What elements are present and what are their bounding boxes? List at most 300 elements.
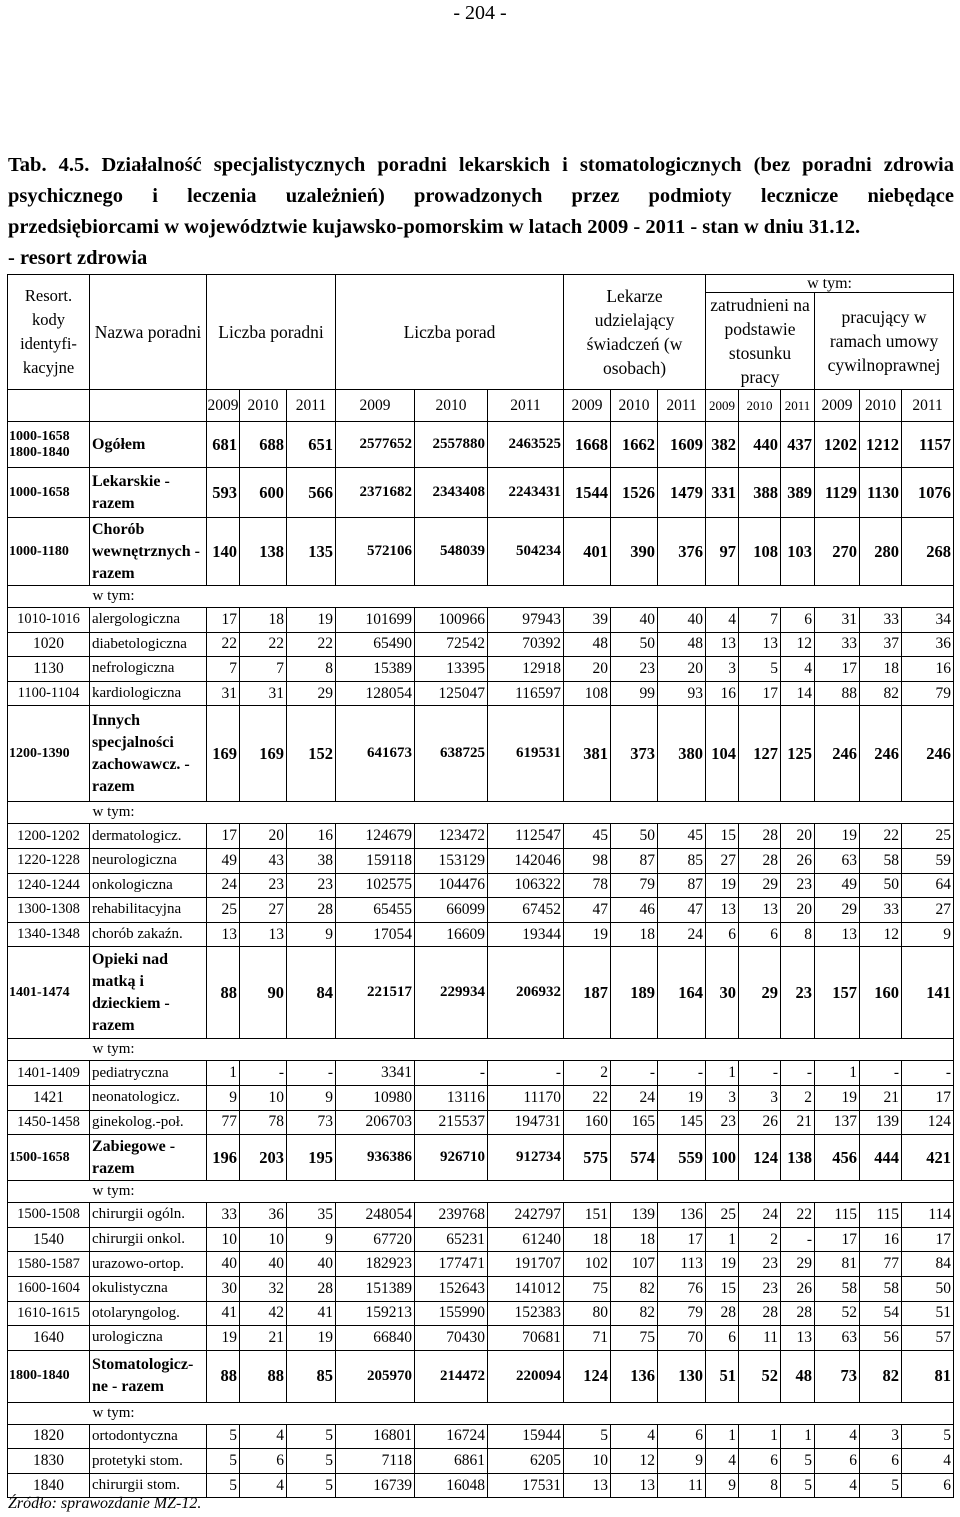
value-cell: 100 (706, 1135, 739, 1181)
value-cell: 159213 (336, 1301, 415, 1326)
value-cell: 52 (815, 1301, 860, 1326)
table-row (8, 422, 954, 468)
row-name: Innych specjalności zachowawcz. - razem (90, 706, 207, 802)
value-cell: 12 (611, 1449, 658, 1474)
value-cell: 7118 (336, 1449, 415, 1474)
value-cell: 17 (815, 657, 860, 682)
of-which-label: w tym: (90, 1181, 207, 1203)
value-cell: 138 (240, 518, 287, 586)
value-cell: 19 (287, 1326, 336, 1351)
row-code: 1000-1658 1800-1840 (8, 422, 90, 468)
table-row (8, 1252, 954, 1277)
value-cell: 206932 (488, 947, 564, 1039)
value-cell: 139 (860, 1110, 902, 1135)
row-code: 1130 (8, 657, 90, 682)
value-cell: 50 (611, 824, 658, 849)
value-cell: 1668 (564, 422, 611, 468)
value-cell: 18 (611, 1227, 658, 1252)
value-cell: 77 (207, 1110, 240, 1135)
value-cell: 11170 (488, 1085, 564, 1110)
value-cell: 214472 (415, 1350, 488, 1402)
value-cell: 31 (207, 681, 240, 706)
value-cell: 107 (611, 1252, 658, 1277)
value-cell: 50 (611, 632, 658, 657)
value-cell: 97 (706, 518, 739, 586)
value-cell: 16724 (415, 1424, 488, 1449)
value-cell: 19 (207, 1326, 240, 1351)
value-cell: 18 (611, 922, 658, 947)
row-name: Stomatologicz-ne - razem (90, 1350, 207, 1402)
value-cell: 1 (706, 1227, 739, 1252)
value-cell: 40 (207, 1252, 240, 1277)
value-cell: 936386 (336, 1135, 415, 1181)
value-cell: 7 (207, 657, 240, 682)
value-cell: 600 (240, 468, 287, 518)
value-cell: 242797 (488, 1203, 564, 1228)
value-cell: 36 (240, 1203, 287, 1228)
value-cell: 13 (706, 898, 739, 923)
row-code: 1220-1228 (8, 848, 90, 873)
value-cell: 13 (739, 898, 781, 923)
value-cell: 1 (706, 1424, 739, 1449)
value-cell: 40 (611, 608, 658, 633)
value-cell: 123472 (415, 824, 488, 849)
value-cell: 22 (207, 632, 240, 657)
row-code: 1240-1244 (8, 873, 90, 898)
value-cell: 85 (287, 1350, 336, 1402)
value-cell: 24 (207, 873, 240, 898)
value-cell: 81 (902, 1350, 954, 1402)
value-cell: 390 (611, 518, 658, 586)
value-cell: 75 (564, 1276, 611, 1301)
table-row (8, 1424, 954, 1449)
value-cell: 63 (815, 1326, 860, 1351)
row-name: urologiczna (90, 1326, 207, 1351)
of-which-row (8, 1402, 954, 1424)
row-name: alergologiczna (90, 608, 207, 633)
value-cell: 82 (860, 1350, 902, 1402)
value-cell: 268 (902, 518, 954, 586)
value-cell: 29 (739, 873, 781, 898)
value-cell: 641673 (336, 706, 415, 802)
value-cell: 22 (240, 632, 287, 657)
value-cell: 88 (207, 1350, 240, 1402)
value-cell: 137 (815, 1110, 860, 1135)
value-cell: 84 (902, 1252, 954, 1277)
value-cell: 6 (781, 608, 815, 633)
value-cell: 82 (611, 1276, 658, 1301)
value-cell: 79 (658, 1301, 706, 1326)
value-cell: 11 (658, 1473, 706, 1498)
value-cell: 2343408 (415, 468, 488, 518)
value-cell: 13 (611, 1473, 658, 1498)
year-cell: 2009 (336, 390, 415, 422)
value-cell: 159118 (336, 848, 415, 873)
value-cell: 26 (781, 1276, 815, 1301)
value-cell: 912734 (488, 1135, 564, 1181)
value-cell: 1 (739, 1424, 781, 1449)
row-name: protetyki stom. (90, 1449, 207, 1474)
row-code: 1820 (8, 1424, 90, 1449)
value-cell: 21 (781, 1110, 815, 1135)
value-cell: 7 (240, 657, 287, 682)
value-cell: 280 (860, 518, 902, 586)
value-cell: 559 (658, 1135, 706, 1181)
value-cell: 19 (564, 922, 611, 947)
row-code: 1200-1202 (8, 824, 90, 849)
value-cell: 51 (706, 1350, 739, 1402)
table-row (8, 1301, 954, 1326)
value-cell: 28 (739, 848, 781, 873)
value-cell: 71 (564, 1326, 611, 1351)
table-row (8, 873, 954, 898)
value-cell: - (739, 1061, 781, 1086)
value-cell: 93 (658, 681, 706, 706)
value-cell: 79 (902, 681, 954, 706)
value-cell: 1 (706, 1061, 739, 1086)
row-name: chirurgii ogóln. (90, 1203, 207, 1228)
value-cell: 331 (706, 468, 739, 518)
year-cell: 2009 (706, 390, 739, 422)
header-of-which: w tym: (706, 275, 954, 293)
value-cell: 124 (902, 1110, 954, 1135)
value-cell: 29 (287, 681, 336, 706)
value-cell: 17054 (336, 922, 415, 947)
row-name: Opieki nad matką i dzieckiem - razem (90, 947, 207, 1039)
header-employed: zatrudnieni na podstawie stosunku pracy (706, 293, 815, 390)
value-cell: 112547 (488, 824, 564, 849)
value-cell: 9 (207, 1085, 240, 1110)
value-cell: 220094 (488, 1350, 564, 1402)
row-code: 1000-1180 (8, 518, 90, 586)
row-code: 1500-1658 (8, 1135, 90, 1181)
row-code: 1421 (8, 1085, 90, 1110)
value-cell: 160 (564, 1110, 611, 1135)
value-cell: 97943 (488, 608, 564, 633)
value-cell: 28 (781, 1301, 815, 1326)
value-cell: 63 (815, 848, 860, 873)
row-name: Lekarskie - razem (90, 468, 207, 518)
value-cell: 164 (658, 947, 706, 1039)
value-cell: 4 (781, 657, 815, 682)
value-cell: 13116 (415, 1085, 488, 1110)
value-cell: 16 (287, 824, 336, 849)
value-cell: 66099 (415, 898, 488, 923)
value-cell: 48 (564, 632, 611, 657)
value-cell: 73 (287, 1110, 336, 1135)
value-cell: 456 (815, 1135, 860, 1181)
value-cell: 1479 (658, 468, 706, 518)
table-row (8, 1449, 954, 1474)
value-cell: 41 (287, 1301, 336, 1326)
value-cell: 6 (815, 1449, 860, 1474)
value-cell: 84 (287, 947, 336, 1039)
value-cell: 9 (287, 1227, 336, 1252)
value-cell: 114 (902, 1203, 954, 1228)
value-cell: 229934 (415, 947, 488, 1039)
value-cell: 2 (739, 1227, 781, 1252)
value-cell: 40 (658, 608, 706, 633)
value-cell: 169 (207, 706, 240, 802)
value-cell: 101699 (336, 608, 415, 633)
value-cell: 9 (658, 1449, 706, 1474)
value-cell: 6 (658, 1424, 706, 1449)
row-code: 1580-1587 (8, 1252, 90, 1277)
row-code: 1340-1348 (8, 922, 90, 947)
value-cell: 4 (815, 1424, 860, 1449)
value-cell: 45 (658, 824, 706, 849)
value-cell: 23 (611, 657, 658, 682)
year-cell: 2009 (815, 390, 860, 422)
value-cell: - (287, 1061, 336, 1086)
value-cell: 56 (860, 1326, 902, 1351)
value-cell: 4 (240, 1473, 287, 1498)
value-cell: 82 (860, 681, 902, 706)
row-name: chorób zakaźn. (90, 922, 207, 947)
value-cell: 98 (564, 848, 611, 873)
value-cell: 20 (781, 824, 815, 849)
value-cell: 381 (564, 706, 611, 802)
value-cell: 194731 (488, 1110, 564, 1135)
value-cell: 444 (860, 1135, 902, 1181)
value-cell: 16 (860, 1227, 902, 1252)
value-cell: 5 (902, 1424, 954, 1449)
table-row (8, 608, 954, 633)
value-cell: 681 (207, 422, 240, 468)
source-note: Źródło: sprawozdanie MZ-12. (8, 1495, 202, 1512)
value-cell: 2463525 (488, 422, 564, 468)
value-cell: 28 (287, 898, 336, 923)
value-cell: 14 (781, 681, 815, 706)
value-cell: 2577652 (336, 422, 415, 468)
value-cell: - (415, 1061, 488, 1086)
value-cell: 66840 (336, 1326, 415, 1351)
value-cell: 54 (860, 1301, 902, 1326)
row-code: 1600-1604 (8, 1276, 90, 1301)
value-cell: - (240, 1061, 287, 1086)
table-row (8, 1276, 954, 1301)
table-title (8, 150, 954, 274)
row-name: okulistyczna (90, 1276, 207, 1301)
value-cell: 125047 (415, 681, 488, 706)
value-cell: 47 (658, 898, 706, 923)
value-cell: 6 (706, 1326, 739, 1351)
table-row (8, 706, 954, 802)
value-cell: 20 (658, 657, 706, 682)
title-line: psychicznego i leczenia uzależnień) prowadzonych przez podmioty lecznicze niebędące (8, 185, 954, 207)
value-cell: 34 (902, 608, 954, 633)
value-cell: 3341 (336, 1061, 415, 1086)
value-cell: 26 (739, 1110, 781, 1135)
header-visits: Liczba porad (336, 275, 564, 390)
value-cell: 246 (860, 706, 902, 802)
row-name: dermatologicz. (90, 824, 207, 849)
value-cell: 40 (240, 1252, 287, 1277)
value-cell: 18 (860, 657, 902, 682)
value-cell: 16801 (336, 1424, 415, 1449)
value-cell: 28 (706, 1301, 739, 1326)
row-name: neurologiczna (90, 848, 207, 873)
value-cell: 37 (860, 632, 902, 657)
value-cell: 205970 (336, 1350, 415, 1402)
value-cell: 124679 (336, 824, 415, 849)
value-cell: 49 (815, 873, 860, 898)
value-cell: 19 (815, 1085, 860, 1110)
value-cell: 206703 (336, 1110, 415, 1135)
value-cell: 13 (240, 922, 287, 947)
value-cell: 58 (815, 1276, 860, 1301)
value-cell: 19 (706, 873, 739, 898)
value-cell: 90 (240, 947, 287, 1039)
table-row (8, 848, 954, 873)
value-cell: 15389 (336, 657, 415, 682)
value-cell: 1 (207, 1061, 240, 1086)
value-cell: 19 (706, 1252, 739, 1277)
row-name: nefrologiczna (90, 657, 207, 682)
value-cell: 5 (564, 1424, 611, 1449)
value-cell: 651 (287, 422, 336, 468)
value-cell: 22 (781, 1203, 815, 1228)
row-code: 1010-1016 (8, 608, 90, 633)
value-cell: 572106 (336, 518, 415, 586)
row-code: 1540 (8, 1227, 90, 1252)
of-which-row (8, 802, 954, 824)
value-cell: 1129 (815, 468, 860, 518)
value-cell: 388 (739, 468, 781, 518)
row-name: chirurgii onkol. (90, 1227, 207, 1252)
value-cell: 72542 (415, 632, 488, 657)
value-cell: 39 (564, 608, 611, 633)
value-cell: 102 (564, 1252, 611, 1277)
value-cell: 6 (860, 1449, 902, 1474)
value-cell: 5 (287, 1449, 336, 1474)
header-civil: pracujący w ramach umowy cywilnoprawnej (815, 293, 954, 390)
value-cell: 26 (781, 848, 815, 873)
value-cell: 13 (781, 1326, 815, 1351)
value-cell: 23 (739, 1276, 781, 1301)
value-cell: 638725 (415, 706, 488, 802)
value-cell: 70430 (415, 1326, 488, 1351)
value-cell: 23 (781, 873, 815, 898)
value-cell: 2557880 (415, 422, 488, 468)
value-cell: 125 (781, 706, 815, 802)
value-cell: 28 (739, 1301, 781, 1326)
title-line: przedsiębiorcami w województwie kujawsko-pomorskim w latach 2009 - 2011 - stan w dniu 31.12. (8, 216, 861, 238)
value-cell: 9 (287, 922, 336, 947)
row-code: 1830 (8, 1449, 90, 1474)
value-cell: 20 (781, 898, 815, 923)
value-cell: 169 (240, 706, 287, 802)
row-code: 1000-1658 (8, 468, 90, 518)
value-cell: 1526 (611, 468, 658, 518)
value-cell: 8 (739, 1473, 781, 1498)
row-name: pediatryczna (90, 1061, 207, 1086)
value-cell: 141 (902, 947, 954, 1039)
value-cell: 40 (287, 1252, 336, 1277)
table-row (8, 1203, 954, 1228)
value-cell: 619531 (488, 706, 564, 802)
value-cell: 124 (564, 1350, 611, 1402)
value-cell: 49 (207, 848, 240, 873)
row-code: 1640 (8, 1326, 90, 1351)
value-cell: 5 (739, 657, 781, 682)
value-cell: 45 (564, 824, 611, 849)
value-cell: 16 (706, 681, 739, 706)
value-cell: 28 (287, 1276, 336, 1301)
value-cell: 401 (564, 518, 611, 586)
value-cell: - (658, 1061, 706, 1086)
value-cell: 25 (902, 824, 954, 849)
header-doctors: Lekarze udzielający świadczeń (w osobach) (564, 275, 706, 390)
value-cell: 87 (611, 848, 658, 873)
value-cell: 116597 (488, 681, 564, 706)
value-cell: 6 (706, 922, 739, 947)
value-cell: 504234 (488, 518, 564, 586)
value-cell: 17 (207, 608, 240, 633)
row-code: 1800-1840 (8, 1350, 90, 1402)
value-cell: 88 (240, 1350, 287, 1402)
value-cell: 196 (207, 1135, 240, 1181)
value-cell: 138 (781, 1135, 815, 1181)
years-row (8, 390, 954, 422)
year-cell: 2009 (207, 390, 240, 422)
year-cell: 2011 (902, 390, 954, 422)
value-cell: 380 (658, 706, 706, 802)
value-cell: 10 (240, 1227, 287, 1252)
value-cell: 1 (815, 1061, 860, 1086)
value-cell: 22 (564, 1085, 611, 1110)
row-code: 1401-1474 (8, 947, 90, 1039)
value-cell: 51 (902, 1301, 954, 1326)
value-cell: 9 (902, 922, 954, 947)
value-cell: 24 (658, 922, 706, 947)
value-cell: 113 (658, 1252, 706, 1277)
value-cell: 48 (781, 1350, 815, 1402)
value-cell: 566 (287, 468, 336, 518)
value-cell: 70392 (488, 632, 564, 657)
value-cell: 65455 (336, 898, 415, 923)
value-cell: 4 (815, 1473, 860, 1498)
value-cell: 33 (207, 1203, 240, 1228)
value-cell: 115 (815, 1203, 860, 1228)
value-cell: 152 (287, 706, 336, 802)
row-code: 1610-1615 (8, 1301, 90, 1326)
value-cell: 270 (815, 518, 860, 586)
table-row (8, 1135, 954, 1181)
year-cell: 2010 (240, 390, 287, 422)
value-cell: 3 (860, 1424, 902, 1449)
value-cell: 67720 (336, 1227, 415, 1252)
row-name: onkologiczna (90, 873, 207, 898)
value-cell: 70681 (488, 1326, 564, 1351)
value-cell: 82 (611, 1301, 658, 1326)
value-cell: 23 (287, 873, 336, 898)
value-cell: 29 (739, 947, 781, 1039)
value-cell: 20 (564, 657, 611, 682)
of-which-label: w tym: (90, 802, 207, 824)
value-cell: 52 (739, 1350, 781, 1402)
value-cell: 136 (611, 1350, 658, 1402)
value-cell: 246 (902, 706, 954, 802)
value-cell: 135 (287, 518, 336, 586)
value-cell: 20 (240, 824, 287, 849)
value-cell: 24 (611, 1085, 658, 1110)
value-cell: 61240 (488, 1227, 564, 1252)
table-row (8, 1061, 954, 1086)
value-cell: 165 (611, 1110, 658, 1135)
value-cell: 153129 (415, 848, 488, 873)
table-row (8, 468, 954, 518)
